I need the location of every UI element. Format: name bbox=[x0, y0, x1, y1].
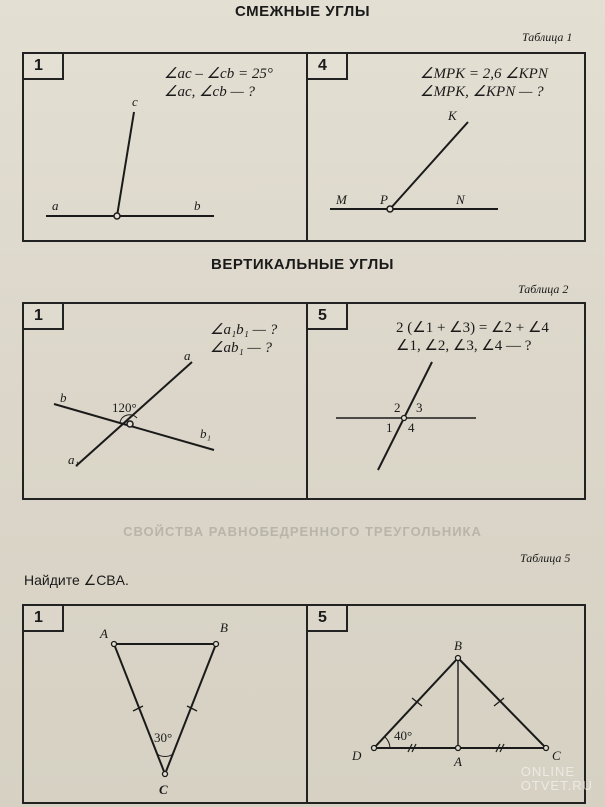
angle-120: 120° bbox=[112, 400, 137, 415]
condition-line-1: ∠ac – ∠cb = 25° bbox=[164, 66, 273, 82]
label-b: B bbox=[220, 620, 228, 635]
adjacent-angles-figure bbox=[24, 54, 310, 244]
problem-panel-triangle-1 bbox=[22, 604, 308, 804]
condition-line-2: ∠ab₁ — ? bbox=[210, 340, 272, 356]
watermark bbox=[521, 765, 593, 793]
problem-panel-vertical-5 bbox=[306, 302, 586, 500]
condition-line-1: 2 (∠1 + ∠3) = ∠2 + ∠4 bbox=[396, 320, 549, 336]
label-b: b bbox=[194, 198, 201, 213]
condition-line-2: ∠MPK, ∠KPN — ? bbox=[420, 84, 544, 100]
table-label-5: Таблица 5 bbox=[520, 551, 571, 565]
problem-number: 1 bbox=[22, 52, 64, 80]
angle-40: 40° bbox=[394, 728, 413, 743]
watermark-line-2: OTVET.RU bbox=[520, 778, 593, 793]
label-c: c bbox=[132, 94, 138, 109]
label-p: P bbox=[380, 192, 388, 207]
label-a1: a₁ bbox=[68, 452, 80, 467]
problem-panel-vertical-1 bbox=[22, 302, 308, 500]
label-a: A bbox=[100, 626, 108, 641]
label-b1: b₁ bbox=[200, 426, 212, 441]
problem-number: 1 bbox=[22, 302, 64, 330]
section-title-isosceles: СВОЙСТВА РАВНОБЕДРЕННОГО ТРЕУГОЛЬНИКА bbox=[123, 524, 482, 539]
condition-line-2: ∠1, ∠2, ∠3, ∠4 — ? bbox=[396, 338, 532, 354]
label-d: D bbox=[352, 748, 362, 763]
problem-panel-4 bbox=[306, 52, 586, 242]
label-a: a bbox=[52, 198, 59, 213]
label-b: B bbox=[454, 638, 462, 653]
angle-3: 3 bbox=[416, 400, 423, 415]
watermark-line-1: ONLINE bbox=[520, 764, 576, 779]
label-b: b bbox=[60, 390, 67, 405]
label-k: K bbox=[448, 108, 457, 123]
problem-number: 5 bbox=[306, 604, 348, 632]
condition-line-2: ∠ac, ∠cb — ? bbox=[164, 84, 256, 100]
problem-number: 4 bbox=[306, 52, 348, 80]
label-c: C bbox=[159, 782, 168, 797]
label-m: M bbox=[336, 192, 347, 207]
label-c: C bbox=[552, 748, 561, 763]
problem-panel-1 bbox=[22, 52, 308, 242]
problem-number: 5 bbox=[306, 302, 348, 330]
condition-line-1: ∠a₁b₁ — ? bbox=[210, 322, 278, 338]
angle-30: 30° bbox=[154, 730, 173, 745]
vertical-angles-numbered-figure bbox=[308, 304, 588, 502]
label-a: A bbox=[454, 754, 462, 769]
angle-4: 4 bbox=[408, 420, 415, 435]
table-label-1: Таблица 1 bbox=[522, 30, 573, 44]
condition-line-1: ∠MPK = 2,6 ∠KPN bbox=[420, 66, 548, 82]
section-title-vertical: ВЕРТИКАЛЬНЫЕ УГЛЫ bbox=[211, 256, 394, 273]
isosceles-triangle-figure bbox=[24, 606, 310, 806]
adjacent-angles-figure-mpk bbox=[308, 54, 588, 244]
angle-2: 2 bbox=[394, 400, 401, 415]
task-text: Найдите ∠CBA. bbox=[24, 572, 129, 588]
section-title-adjacent: СМЕЖНЫЕ УГЛЫ bbox=[234, 3, 371, 20]
angle-1: 1 bbox=[386, 420, 393, 435]
table-label-2: Таблица 2 bbox=[518, 282, 569, 296]
label-n: N bbox=[456, 192, 465, 207]
vertical-angles-figure bbox=[24, 304, 310, 502]
label-a: a bbox=[184, 348, 191, 363]
problem-number: 1 bbox=[22, 604, 64, 632]
